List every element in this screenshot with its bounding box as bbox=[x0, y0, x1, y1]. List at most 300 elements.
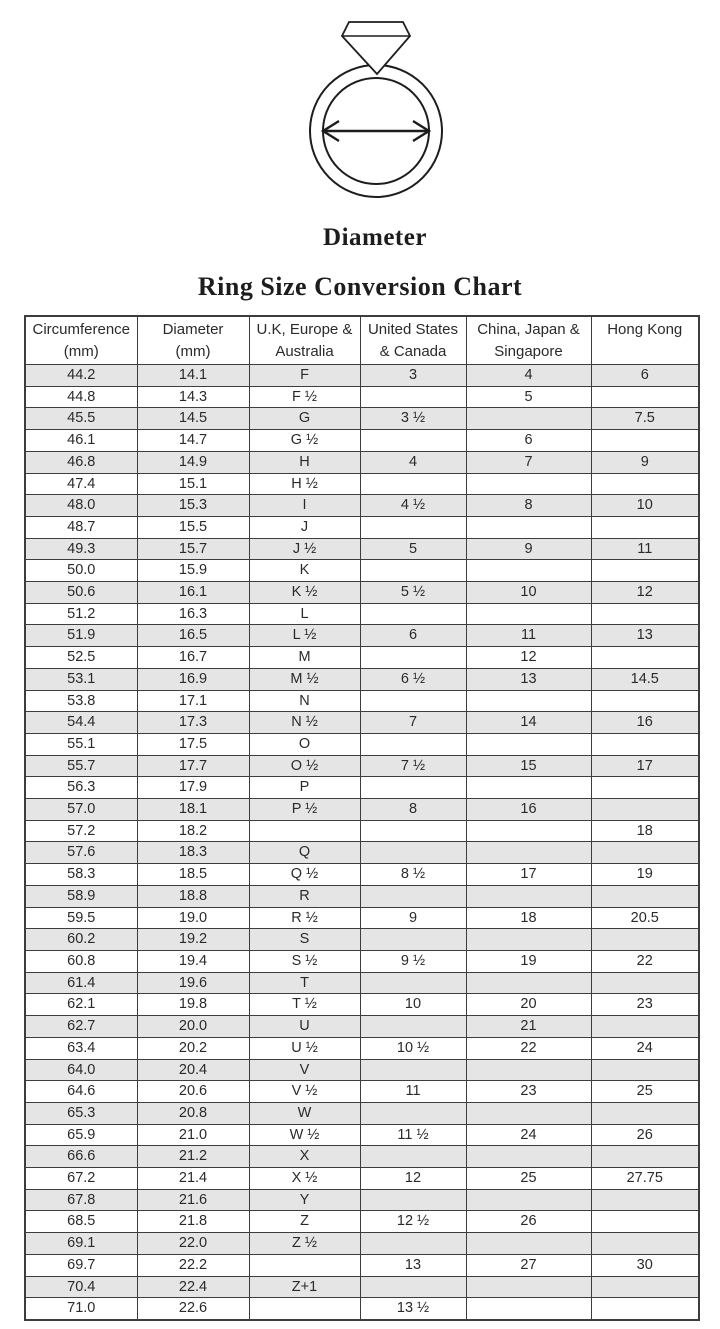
table-cell: 16 bbox=[591, 712, 699, 734]
table-cell: 23 bbox=[466, 1081, 591, 1103]
table-cell bbox=[591, 929, 699, 951]
table-row bbox=[25, 430, 699, 452]
table-cell: 13 bbox=[466, 668, 591, 690]
table-cell: 16 bbox=[466, 799, 591, 821]
table-cell bbox=[360, 1276, 466, 1298]
table-cell bbox=[360, 647, 466, 669]
table-cell: 19.0 bbox=[137, 907, 249, 929]
column-header: Diameter (mm) bbox=[137, 316, 249, 365]
table-cell: 65.3 bbox=[25, 1102, 137, 1124]
table-cell bbox=[591, 516, 699, 538]
table-row bbox=[25, 538, 699, 560]
table-row bbox=[25, 668, 699, 690]
table-cell: 16.7 bbox=[137, 647, 249, 669]
table-cell: 14.7 bbox=[137, 430, 249, 452]
table-cell: 51.9 bbox=[25, 625, 137, 647]
table-cell bbox=[466, 929, 591, 951]
table-row bbox=[25, 994, 699, 1016]
table-cell bbox=[591, 799, 699, 821]
table-cell: T bbox=[249, 972, 360, 994]
table-cell: 6 ½ bbox=[360, 668, 466, 690]
table-cell: 10 bbox=[466, 582, 591, 604]
table-cell: 66.6 bbox=[25, 1146, 137, 1168]
table-cell: 46.1 bbox=[25, 430, 137, 452]
table-cell: N ½ bbox=[249, 712, 360, 734]
table-cell: 5 ½ bbox=[360, 582, 466, 604]
table-cell: 22.0 bbox=[137, 1233, 249, 1255]
table-cell: 55.7 bbox=[25, 755, 137, 777]
table-cell: 4 ½ bbox=[360, 495, 466, 517]
table-cell: 14.3 bbox=[137, 386, 249, 408]
table-cell: 9 bbox=[591, 451, 699, 473]
table-cell: 13 ½ bbox=[360, 1298, 466, 1320]
table-cell: 58.9 bbox=[25, 885, 137, 907]
table-cell: 15 bbox=[466, 755, 591, 777]
table-cell bbox=[591, 560, 699, 582]
table-cell: 10 ½ bbox=[360, 1037, 466, 1059]
table-cell: R bbox=[249, 885, 360, 907]
table-cell: 7.5 bbox=[591, 408, 699, 430]
table-cell: 17.3 bbox=[137, 712, 249, 734]
table-cell bbox=[591, 777, 699, 799]
table-cell: 24 bbox=[591, 1037, 699, 1059]
table-cell bbox=[466, 408, 591, 430]
table-cell bbox=[249, 1254, 360, 1276]
table-cell: 24 bbox=[466, 1124, 591, 1146]
table-cell: 17.7 bbox=[137, 755, 249, 777]
table-cell: H bbox=[249, 451, 360, 473]
table-cell bbox=[591, 690, 699, 712]
table-cell: 8 ½ bbox=[360, 864, 466, 886]
table-cell bbox=[360, 820, 466, 842]
table-cell bbox=[360, 929, 466, 951]
table-cell: 57.0 bbox=[25, 799, 137, 821]
table-cell: P bbox=[249, 777, 360, 799]
table-cell: 25 bbox=[466, 1168, 591, 1190]
table-cell: 49.3 bbox=[25, 538, 137, 560]
table-cell bbox=[466, 1102, 591, 1124]
table-row bbox=[25, 516, 699, 538]
table-cell bbox=[360, 733, 466, 755]
table-cell: X bbox=[249, 1146, 360, 1168]
table-row bbox=[25, 1189, 699, 1211]
table-row bbox=[25, 1124, 699, 1146]
table-cell: 53.8 bbox=[25, 690, 137, 712]
table-header-row bbox=[25, 316, 699, 365]
table-cell: 19.2 bbox=[137, 929, 249, 951]
table-cell: 21.4 bbox=[137, 1168, 249, 1190]
table-cell: 6 bbox=[466, 430, 591, 452]
table-cell bbox=[360, 1016, 466, 1038]
table-cell: 71.0 bbox=[25, 1298, 137, 1320]
table-cell: 13 bbox=[360, 1254, 466, 1276]
table-row bbox=[25, 1276, 699, 1298]
table-cell bbox=[466, 1276, 591, 1298]
table-cell: 70.4 bbox=[25, 1276, 137, 1298]
table-cell: 18.1 bbox=[137, 799, 249, 821]
table-cell: 61.4 bbox=[25, 972, 137, 994]
table-cell bbox=[360, 1233, 466, 1255]
table-cell: 18.8 bbox=[137, 885, 249, 907]
table-cell: 50.6 bbox=[25, 582, 137, 604]
table-cell: 14.9 bbox=[137, 451, 249, 473]
table-row bbox=[25, 864, 699, 886]
table-cell: 18 bbox=[466, 907, 591, 929]
table-cell: K bbox=[249, 560, 360, 582]
table-cell: 7 bbox=[466, 451, 591, 473]
table-cell: Q bbox=[249, 842, 360, 864]
table-cell bbox=[360, 1059, 466, 1081]
table-cell bbox=[466, 733, 591, 755]
table-cell: 16.3 bbox=[137, 603, 249, 625]
table-row bbox=[25, 929, 699, 951]
table-cell bbox=[591, 1102, 699, 1124]
table-cell bbox=[360, 560, 466, 582]
table-cell: 17 bbox=[591, 755, 699, 777]
table-cell: 18.3 bbox=[137, 842, 249, 864]
table-cell: 21.8 bbox=[137, 1211, 249, 1233]
table-cell bbox=[466, 1189, 591, 1211]
table-cell: 13 bbox=[591, 625, 699, 647]
table-row bbox=[25, 386, 699, 408]
table-row bbox=[25, 1211, 699, 1233]
table-cell: 64.6 bbox=[25, 1081, 137, 1103]
table-cell: 27.75 bbox=[591, 1168, 699, 1190]
table-row bbox=[25, 972, 699, 994]
table-cell bbox=[249, 1298, 360, 1320]
table-cell bbox=[591, 1211, 699, 1233]
table-row bbox=[25, 1016, 699, 1038]
table-cell: O ½ bbox=[249, 755, 360, 777]
table-row bbox=[25, 1168, 699, 1190]
table-cell: R ½ bbox=[249, 907, 360, 929]
table-cell: 22.2 bbox=[137, 1254, 249, 1276]
column-header: Circumference (mm) bbox=[25, 316, 137, 365]
table-cell: 58.3 bbox=[25, 864, 137, 886]
table-cell: Z bbox=[249, 1211, 360, 1233]
table-cell: 20.2 bbox=[137, 1037, 249, 1059]
table-cell bbox=[360, 473, 466, 495]
table-cell bbox=[249, 820, 360, 842]
table-cell: 62.1 bbox=[25, 994, 137, 1016]
table-cell: 9 bbox=[466, 538, 591, 560]
table-cell: 22 bbox=[466, 1037, 591, 1059]
table-cell: L ½ bbox=[249, 625, 360, 647]
table-cell bbox=[360, 972, 466, 994]
table-row bbox=[25, 365, 699, 387]
table-cell bbox=[360, 386, 466, 408]
table-cell: 7 bbox=[360, 712, 466, 734]
table-cell: 19.6 bbox=[137, 972, 249, 994]
table-row bbox=[25, 625, 699, 647]
table-cell: L bbox=[249, 603, 360, 625]
table-cell: 22 bbox=[591, 950, 699, 972]
table-cell bbox=[466, 842, 591, 864]
table-row bbox=[25, 451, 699, 473]
table-cell: H ½ bbox=[249, 473, 360, 495]
table-cell: 17.5 bbox=[137, 733, 249, 755]
table-cell bbox=[591, 473, 699, 495]
table-cell: 19 bbox=[466, 950, 591, 972]
table-cell: 60.8 bbox=[25, 950, 137, 972]
table-cell: 16.1 bbox=[137, 582, 249, 604]
table-row bbox=[25, 907, 699, 929]
table-cell: 20.4 bbox=[137, 1059, 249, 1081]
table-cell: 60.2 bbox=[25, 929, 137, 951]
table-cell: 17.1 bbox=[137, 690, 249, 712]
table-cell bbox=[466, 1059, 591, 1081]
table-cell: S ½ bbox=[249, 950, 360, 972]
table-cell: 25 bbox=[591, 1081, 699, 1103]
table-row bbox=[25, 1037, 699, 1059]
table-cell bbox=[591, 603, 699, 625]
table-cell: 26 bbox=[466, 1211, 591, 1233]
table-cell: 7 ½ bbox=[360, 755, 466, 777]
table-cell: 21.0 bbox=[137, 1124, 249, 1146]
table-cell: 68.5 bbox=[25, 1211, 137, 1233]
column-header: U.K, Europe & Australia bbox=[249, 316, 360, 365]
table-cell bbox=[466, 1233, 591, 1255]
table-cell bbox=[360, 1102, 466, 1124]
table-cell: 18 bbox=[591, 820, 699, 842]
diamond-outline bbox=[342, 22, 410, 74]
table-cell: 14 bbox=[466, 712, 591, 734]
table-cell: 47.4 bbox=[25, 473, 137, 495]
table-cell: 44.8 bbox=[25, 386, 137, 408]
table-cell: 12 bbox=[591, 582, 699, 604]
table-cell bbox=[360, 842, 466, 864]
table-cell bbox=[466, 1146, 591, 1168]
table-cell: 57.6 bbox=[25, 842, 137, 864]
table-cell: 10 bbox=[591, 495, 699, 517]
table-cell: 15.1 bbox=[137, 473, 249, 495]
table-cell bbox=[591, 885, 699, 907]
table-cell: 53.1 bbox=[25, 668, 137, 690]
table-cell: 9 bbox=[360, 907, 466, 929]
column-header: Hong Kong bbox=[591, 316, 699, 365]
table-cell: 20.6 bbox=[137, 1081, 249, 1103]
table-cell: 59.5 bbox=[25, 907, 137, 929]
table-cell: Y bbox=[249, 1189, 360, 1211]
table-cell: 3 ½ bbox=[360, 408, 466, 430]
table-cell: 64.0 bbox=[25, 1059, 137, 1081]
table-cell: M ½ bbox=[249, 668, 360, 690]
table-cell bbox=[466, 560, 591, 582]
table-row bbox=[25, 582, 699, 604]
table-cell: 11 bbox=[466, 625, 591, 647]
table-row bbox=[25, 885, 699, 907]
table-cell: 19.8 bbox=[137, 994, 249, 1016]
table-cell: J ½ bbox=[249, 538, 360, 560]
table-cell: 65.9 bbox=[25, 1124, 137, 1146]
table-row bbox=[25, 777, 699, 799]
table-row bbox=[25, 1233, 699, 1255]
column-header: China, Japan & Singapore bbox=[466, 316, 591, 365]
table-cell: 20.8 bbox=[137, 1102, 249, 1124]
table-cell: 4 bbox=[466, 365, 591, 387]
table-cell: V ½ bbox=[249, 1081, 360, 1103]
table-cell: O bbox=[249, 733, 360, 755]
table-cell: 67.8 bbox=[25, 1189, 137, 1211]
table-row bbox=[25, 842, 699, 864]
table-cell bbox=[466, 885, 591, 907]
table-cell: 55.1 bbox=[25, 733, 137, 755]
table-cell bbox=[466, 777, 591, 799]
table-cell bbox=[591, 1016, 699, 1038]
table-cell bbox=[360, 430, 466, 452]
table-cell: 26 bbox=[591, 1124, 699, 1146]
table-cell: 12 bbox=[360, 1168, 466, 1190]
table-cell: 5 bbox=[466, 386, 591, 408]
table-cell: 56.3 bbox=[25, 777, 137, 799]
table-cell: V bbox=[249, 1059, 360, 1081]
table-cell bbox=[591, 1233, 699, 1255]
table-cell: 50.0 bbox=[25, 560, 137, 582]
table-cell: P ½ bbox=[249, 799, 360, 821]
table-cell: 17.9 bbox=[137, 777, 249, 799]
table-cell: 15.5 bbox=[137, 516, 249, 538]
table-cell: 3 bbox=[360, 365, 466, 387]
table-row bbox=[25, 495, 699, 517]
table-cell: 69.1 bbox=[25, 1233, 137, 1255]
table-row bbox=[25, 733, 699, 755]
table-cell: 20.0 bbox=[137, 1016, 249, 1038]
table-row bbox=[25, 1146, 699, 1168]
table-cell: 14.5 bbox=[137, 408, 249, 430]
table-cell: 30 bbox=[591, 1254, 699, 1276]
table-cell: 54.4 bbox=[25, 712, 137, 734]
table-cell bbox=[591, 972, 699, 994]
table-cell: 46.8 bbox=[25, 451, 137, 473]
table-cell bbox=[591, 647, 699, 669]
table-cell: 11 bbox=[360, 1081, 466, 1103]
table-cell: 20 bbox=[466, 994, 591, 1016]
table-row bbox=[25, 1254, 699, 1276]
table-cell: Q ½ bbox=[249, 864, 360, 886]
table-cell: 8 bbox=[360, 799, 466, 821]
table-cell: 12 bbox=[466, 647, 591, 669]
table-cell: G bbox=[249, 408, 360, 430]
table-cell bbox=[466, 972, 591, 994]
table-cell bbox=[466, 516, 591, 538]
table-cell: F bbox=[249, 365, 360, 387]
table-cell: W ½ bbox=[249, 1124, 360, 1146]
table-cell: 8 bbox=[466, 495, 591, 517]
table-cell: 14.5 bbox=[591, 668, 699, 690]
table-row bbox=[25, 712, 699, 734]
table-cell: 10 bbox=[360, 994, 466, 1016]
table-cell: Z ½ bbox=[249, 1233, 360, 1255]
table-cell bbox=[360, 777, 466, 799]
table-cell: M bbox=[249, 647, 360, 669]
table-cell: 16.9 bbox=[137, 668, 249, 690]
table-cell: G ½ bbox=[249, 430, 360, 452]
table-cell: J bbox=[249, 516, 360, 538]
table-row bbox=[25, 820, 699, 842]
table-cell: S bbox=[249, 929, 360, 951]
table-cell: U ½ bbox=[249, 1037, 360, 1059]
table-row bbox=[25, 1059, 699, 1081]
table-cell: 48.7 bbox=[25, 516, 137, 538]
table-cell: 20.5 bbox=[591, 907, 699, 929]
table-row bbox=[25, 647, 699, 669]
table-cell: 21.6 bbox=[137, 1189, 249, 1211]
table-cell bbox=[591, 430, 699, 452]
table-row bbox=[25, 1298, 699, 1320]
table-cell bbox=[591, 386, 699, 408]
table-cell bbox=[360, 516, 466, 538]
table-cell bbox=[591, 1146, 699, 1168]
table-cell: 44.2 bbox=[25, 365, 137, 387]
table-cell bbox=[466, 820, 591, 842]
table-cell: 19 bbox=[591, 864, 699, 886]
conversion-table bbox=[24, 315, 700, 1321]
table-cell: U bbox=[249, 1016, 360, 1038]
table-cell: 5 bbox=[360, 538, 466, 560]
diameter-caption: Diameter bbox=[323, 224, 427, 251]
table-cell bbox=[466, 473, 591, 495]
table-cell: 19.4 bbox=[137, 950, 249, 972]
table-cell: 4 bbox=[360, 451, 466, 473]
table-row bbox=[25, 1081, 699, 1103]
table-cell: T ½ bbox=[249, 994, 360, 1016]
table-cell: 6 bbox=[360, 625, 466, 647]
table-cell: 67.2 bbox=[25, 1168, 137, 1190]
table-row bbox=[25, 473, 699, 495]
table-cell: 48.0 bbox=[25, 495, 137, 517]
table-cell: 62.7 bbox=[25, 1016, 137, 1038]
table-cell: 15.3 bbox=[137, 495, 249, 517]
table-cell: I bbox=[249, 495, 360, 517]
diamond-ring-diameter-icon bbox=[306, 18, 446, 204]
table-row bbox=[25, 603, 699, 625]
table-row bbox=[25, 950, 699, 972]
table-cell: 45.5 bbox=[25, 408, 137, 430]
table-cell: 23 bbox=[591, 994, 699, 1016]
table-cell: 22.6 bbox=[137, 1298, 249, 1320]
table-cell: 6 bbox=[591, 365, 699, 387]
table-row bbox=[25, 755, 699, 777]
table-cell: 14.1 bbox=[137, 365, 249, 387]
table-cell bbox=[591, 1276, 699, 1298]
table-cell: 18.5 bbox=[137, 864, 249, 886]
table-cell: F ½ bbox=[249, 386, 360, 408]
table-cell: 11 bbox=[591, 538, 699, 560]
table-cell: 63.4 bbox=[25, 1037, 137, 1059]
table-row bbox=[25, 1102, 699, 1124]
table-cell bbox=[591, 733, 699, 755]
table-cell bbox=[466, 1298, 591, 1320]
table-cell bbox=[360, 885, 466, 907]
table-cell: X ½ bbox=[249, 1168, 360, 1190]
table-row bbox=[25, 690, 699, 712]
table-cell: 57.2 bbox=[25, 820, 137, 842]
table-cell: 18.2 bbox=[137, 820, 249, 842]
table-cell: K ½ bbox=[249, 582, 360, 604]
table-cell bbox=[591, 1298, 699, 1320]
table-cell bbox=[360, 690, 466, 712]
table-cell: 21 bbox=[466, 1016, 591, 1038]
table-cell: 51.2 bbox=[25, 603, 137, 625]
table-row bbox=[25, 408, 699, 430]
table-cell: 15.7 bbox=[137, 538, 249, 560]
table-cell: N bbox=[249, 690, 360, 712]
table-body bbox=[25, 365, 699, 1320]
table-cell bbox=[591, 842, 699, 864]
table-cell: 27 bbox=[466, 1254, 591, 1276]
table-cell bbox=[360, 603, 466, 625]
table-cell: 22.4 bbox=[137, 1276, 249, 1298]
